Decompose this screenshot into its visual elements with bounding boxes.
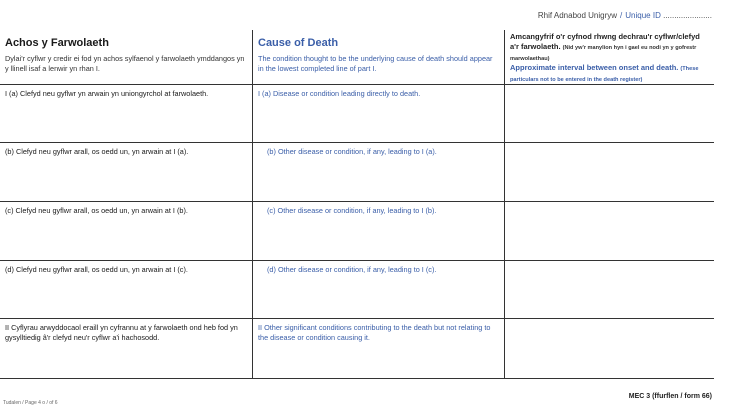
row-1a-english[interactable]: I (a) Disease or condition leading directly to death.	[252, 84, 504, 142]
row-1d-welsh[interactable]: (d) Clefyd neu gyflwr arall, os oedd un, yn arwain at I (c).	[0, 260, 252, 318]
instruction-english: The condition thought to be the underlying cause of death should appear in the lowest completed line of part I.	[258, 53, 493, 73]
interval-label-welsh: Amcangyfrif o'r cyfnod rhwng dechrau'r cyflwr/clefyd a'r farwolaeth.	[510, 32, 700, 52]
row-1c-welsh[interactable]: (c) Clefyd neu gyflwr arall, os oedd un, yn arwain at I (b).	[0, 201, 252, 260]
title-welsh: Achos y Farwolaeth	[5, 37, 109, 49]
unique-id-input[interactable]: ......................	[663, 11, 712, 20]
form-number: MEC 3 (ffurflen / form 66)	[628, 393, 712, 400]
row-1a-interval[interactable]	[504, 84, 714, 142]
row-2-english[interactable]: II Other significant conditions contributing to the death but not relating to the disease or condition causing it.	[252, 318, 504, 378]
row-1d-english[interactable]: (d) Other disease or condition, if any, leading to I (c).	[252, 260, 504, 318]
row-1b-interval[interactable]	[504, 142, 714, 201]
row-2-welsh[interactable]: II Cyflyrau arwyddocaol eraill yn cyfrannu at y farwolaeth ond heb fod yn gysylltiedig â'r clefyd neu'r cyflwr a'i hachosodd.	[0, 318, 252, 378]
page-number: Tudalen / Page 4 o / of 6	[3, 400, 58, 406]
row-2-interval[interactable]	[504, 318, 714, 378]
header-english	[252, 30, 504, 84]
unique-id-label-en: Unique ID	[625, 11, 661, 20]
row-1c-interval[interactable]	[504, 201, 714, 260]
unique-id-separator: /	[620, 11, 623, 20]
cause-of-death-form	[0, 30, 714, 379]
interval-note-welsh: (Nid yw'r manylion hyn i gael eu nodi yn y gofrestr marwolaethau)	[510, 45, 697, 62]
header-interval	[504, 30, 714, 84]
interval-label-english: Approximate interval between onset and death.	[510, 63, 679, 73]
instruction-welsh: Dylai'r cyflwr y credir ei fod yn achos sylfaenol y farwolaeth ymddangos yn y llinell isaf a lenwir yn rhan I.	[5, 53, 245, 73]
row-1b-english[interactable]: (b) Other disease or condition, if any, leading to I (a).	[252, 142, 504, 201]
interval-note-english: (These particulars not to be entered in the death register)	[510, 66, 699, 83]
unique-id-field	[538, 11, 712, 20]
header-welsh	[0, 30, 252, 84]
row-1b-welsh[interactable]: (b) Clefyd neu gyflwr arall, os oedd un, yn arwain at I (a).	[0, 142, 252, 201]
title-english: Cause of Death	[258, 37, 339, 49]
row-1c-english[interactable]: (c) Other disease or condition, if any, leading to I (b).	[252, 201, 504, 260]
unique-id-label-cy: Rhif Adnabod Unigryw	[537, 11, 618, 20]
row-1d-interval[interactable]	[504, 260, 714, 318]
row-1a-welsh[interactable]: I (a) Clefyd neu gyflwr yn arwain yn uniongyrchol at farwolaeth.	[0, 84, 252, 142]
